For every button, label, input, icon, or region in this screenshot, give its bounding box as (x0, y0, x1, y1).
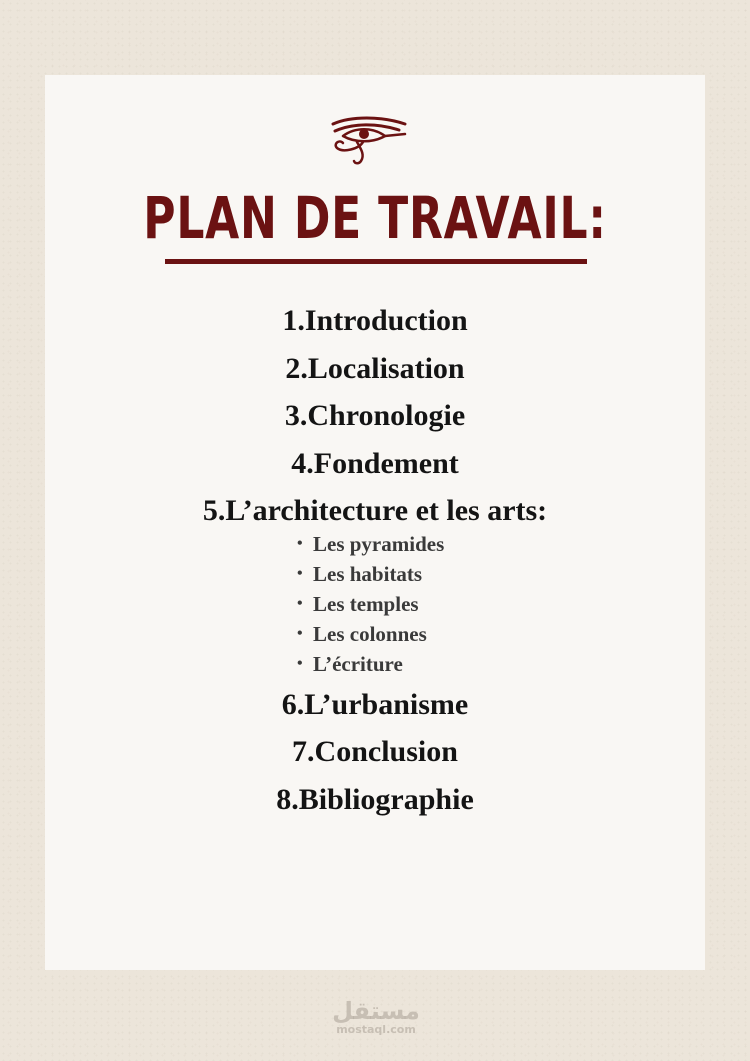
sub-list-item (297, 559, 557, 589)
bullet-icon: • (297, 624, 303, 642)
sub-list-item-label: L’écriture (313, 651, 403, 676)
list-item-label: 5.L’architecture et les arts: (202, 494, 548, 527)
bullet-icon: • (297, 564, 303, 582)
sub-list-item (297, 529, 557, 559)
watermark-arabic: مستقل (332, 997, 420, 1025)
page-title: PLAN DE TRAVAIL: (143, 184, 607, 252)
watermark-url: mostaql.com (336, 1023, 416, 1036)
bullet-icon: • (297, 594, 303, 612)
bullet-icon: • (297, 534, 303, 552)
list-item: 6.L’urbanisme (281, 687, 469, 721)
list-item: 2.Localisation (285, 351, 465, 385)
list-item: 1.Introduction (282, 304, 468, 337)
table-of-contents (45, 297, 705, 823)
list-item: 7.Conclusion (292, 735, 458, 768)
watermark-logo (326, 998, 426, 1036)
sub-list-item (297, 619, 557, 649)
document-page (45, 75, 705, 970)
title-underline (165, 259, 587, 264)
sub-list-item (297, 649, 557, 679)
sub-list-item-label: Les temples (313, 591, 419, 616)
sub-list-item (297, 589, 557, 619)
list-item: 3.Chronologie (284, 399, 466, 432)
eye-of-horus-icon (329, 115, 409, 167)
list-item: 8.Bibliographie (276, 782, 474, 816)
sub-list-item-label: Les colonnes (313, 621, 427, 646)
bullet-icon: • (297, 654, 303, 672)
sub-list-item-label: Les habitats (313, 561, 423, 586)
sub-list (297, 529, 557, 679)
list-item: 4.Fondement (291, 446, 459, 480)
sub-list-item-label: Les pyramides (313, 531, 445, 556)
list-item-with-subitems (45, 487, 705, 679)
